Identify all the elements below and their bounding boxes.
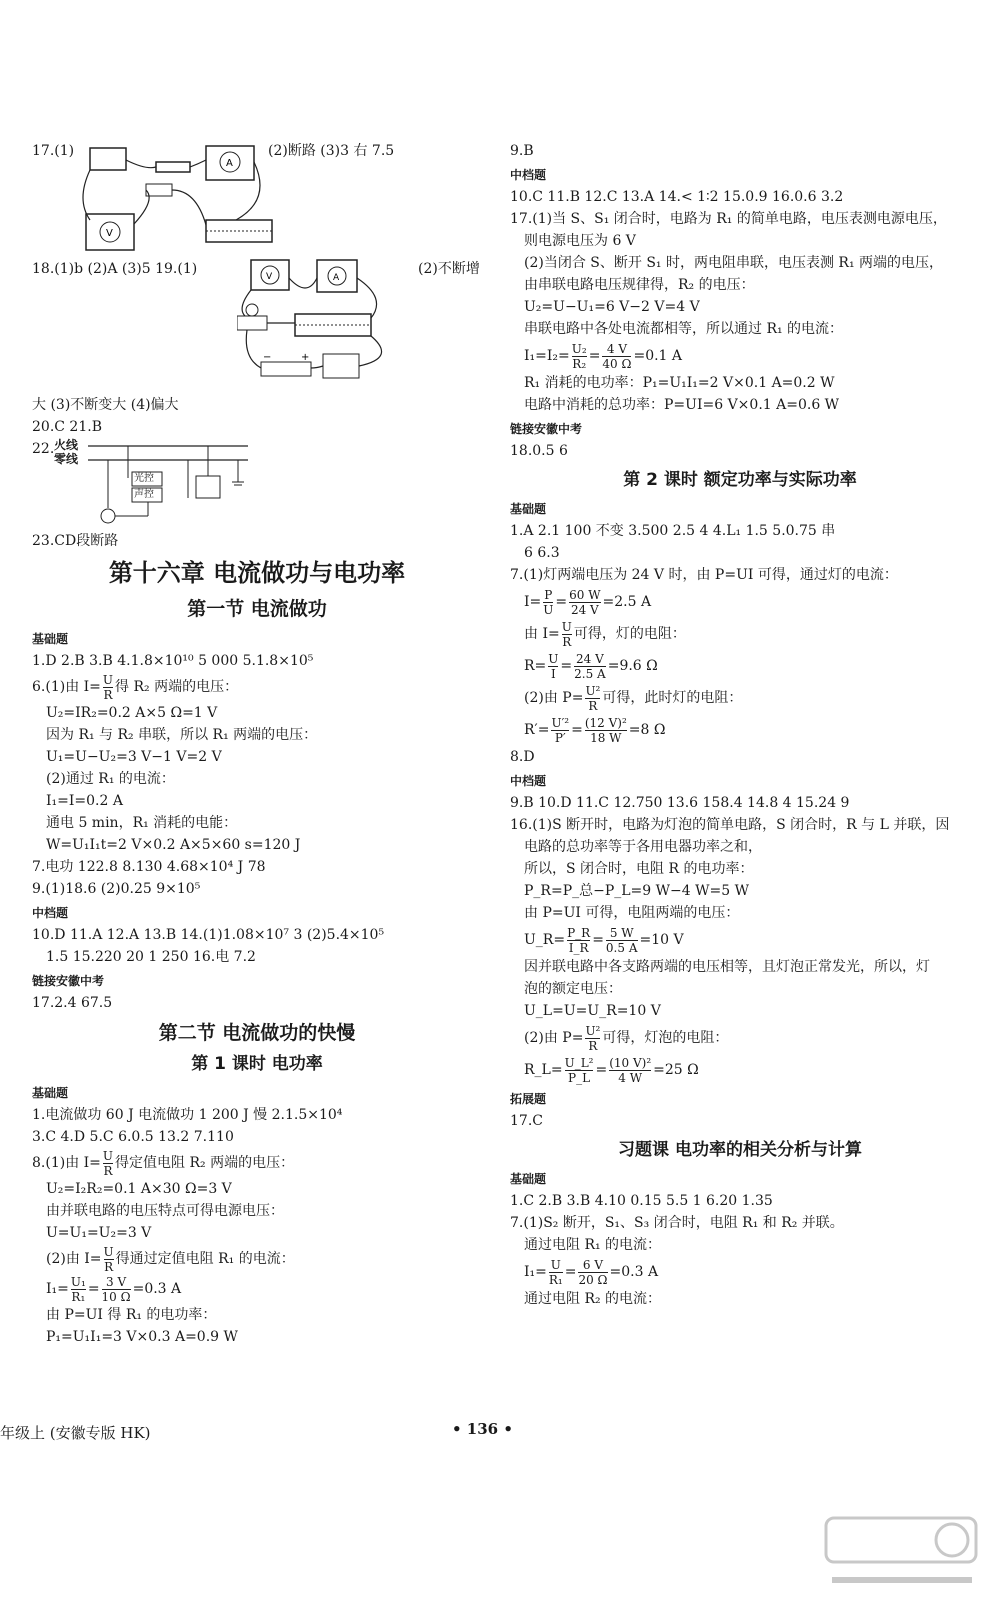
text: =0.3 A [609, 1264, 659, 1280]
fraction [565, 1056, 594, 1085]
text: = [595, 1062, 608, 1078]
answer-line: 因为 R₁ 与 R₂ 串联，所以 R₁ 两端的电压： [46, 727, 318, 743]
answer-line [510, 618, 970, 650]
answer-line [510, 682, 970, 714]
answer-line [32, 1274, 482, 1304]
answer-line [510, 586, 970, 618]
answer-line [32, 672, 482, 702]
left-column [32, 140, 482, 1348]
fraction [567, 926, 590, 955]
answer-line: 9.B [510, 143, 534, 159]
denominator: 18 W [585, 730, 627, 745]
answer-line: 10.D 11.A 12.A 13.B 14.(1)1.08×10⁷ 3 (2)5.4×10⁵ [32, 927, 385, 943]
denominator: I [548, 666, 558, 681]
answer-line: 9.(1)18.6 (2)0.25 9×10⁵ [32, 881, 201, 897]
svg-text:−: − [263, 352, 272, 363]
fraction [606, 926, 638, 955]
answer-line [510, 714, 970, 746]
text: = [564, 1264, 577, 1280]
heading-ext: 拓展题 [510, 1092, 547, 1106]
numerator: U′² [551, 715, 570, 730]
text: (2)由 I= [46, 1251, 102, 1267]
text: (2)由 P= [524, 690, 584, 706]
numerator: 60 W [569, 587, 601, 602]
fraction [585, 1024, 600, 1053]
answer-line [510, 924, 970, 956]
svg-text:V: V [106, 228, 113, 239]
right-column [510, 140, 970, 1310]
text: 可得，灯泡的电阻： [602, 1030, 729, 1046]
text: 得通过定值电阻 R₁ 的电流： [115, 1251, 295, 1267]
text: =10 V [639, 932, 684, 948]
answer-line [510, 340, 970, 372]
answer-line: 9.B 10.D 11.C 12.750 13.6 158.4 14.8 4 15.24 9 [510, 795, 850, 811]
heading-basic-1: 基础题 [32, 632, 69, 646]
text: =9.6 Ω [607, 658, 658, 674]
fraction [578, 1258, 607, 1287]
text: = [588, 348, 601, 364]
denominator: 24 V [570, 602, 599, 617]
answer-line: W=U₁I₁t=2 V×0.2 A×5×60 s=120 J [46, 837, 301, 853]
numerator: (12 V)² [584, 715, 627, 730]
fraction [104, 1245, 114, 1274]
numerator: U [561, 619, 572, 634]
text: = [555, 594, 568, 610]
answer-line: 10.C 11.B 12.C 13.A 14.< 1∶2 15.0.9 16.0.6 3.2 [510, 189, 844, 205]
denominator: R [104, 1259, 114, 1274]
lesson-title-2: 第 2 课时 额定功率与实际功率 [623, 470, 857, 490]
fraction [103, 673, 113, 702]
svg-text:V: V [266, 272, 273, 282]
text: U_R= [524, 932, 566, 948]
denominator: P′ [551, 730, 569, 745]
answer-line: 1.C 2.B 3.B 4.10 0.15 5.5 1 6.20 1.35 [510, 1193, 773, 1209]
answer-line: U₂=U−U₁=6 V−2 V=4 V [524, 299, 700, 315]
text: =25 Ω [653, 1062, 699, 1078]
numerator: 4 V [606, 341, 627, 356]
denominator: R₁ [548, 1272, 563, 1287]
heading-mid-r2: 中档题 [510, 774, 547, 788]
answer-line: U₂=IR₂=0.2 A×5 Ω=1 V [46, 705, 218, 721]
fraction [585, 684, 600, 713]
denominator: 0.5 A [605, 940, 638, 955]
answer-line [510, 1054, 970, 1086]
answer-line: 所以，S 闭合时，电阻 R 的电功率： [524, 861, 754, 877]
answer-line [32, 1244, 482, 1274]
answer-line: 17.(1)当 S、S₁ 闭合时，电路为 R₁ 的简单电路，电压表测电源电压， [510, 211, 947, 227]
answer-line: 电路的总功率等于各用电器功率之和， [524, 839, 762, 855]
q17-label: 17.(1) [32, 143, 75, 159]
text: 8.(1)由 I= [32, 1155, 101, 1171]
numerator: U₁ [70, 1274, 86, 1289]
text: 可得，此时灯的电阻： [602, 690, 743, 706]
light-control-label: 光控 [134, 473, 154, 484]
answer-line: U₁=U−U₂=3 V−1 V=2 V [46, 749, 222, 765]
fraction [103, 1149, 113, 1178]
answer-line: 18.0.5 6 [510, 443, 568, 459]
numerator: U₂ [571, 341, 587, 356]
answer-line: U=U₁=U₂=3 V [46, 1225, 152, 1241]
q19-answer: (2)不断增 [418, 261, 480, 277]
answer-line [510, 1022, 970, 1054]
fraction [569, 588, 600, 617]
numerator: U [102, 672, 114, 687]
answer-line: 3.C 4.D 5.C 6.0.5 13.2 7.110 [32, 1129, 234, 1145]
answer-line: I₁=I=0.2 A [46, 793, 123, 809]
answer-line: 因并联电路中各支路两端的电压相等，且灯泡正常发光，所以，灯 [524, 959, 930, 975]
section-title-1: 第一节 电流做功 [187, 598, 327, 620]
answer-line [510, 650, 970, 682]
denominator: 4 W [609, 1070, 651, 1085]
text: I₁= [46, 1281, 69, 1297]
svg-text:A: A [226, 158, 233, 169]
fraction [551, 716, 569, 745]
fraction [71, 1275, 86, 1304]
denominator: 20 Ω [578, 1272, 608, 1287]
numerator: U [548, 651, 559, 666]
numerator: (10 V)² [609, 1055, 652, 1070]
text: = [571, 722, 583, 738]
numerator: U_L² [564, 1055, 594, 1070]
denominator: R₂ [572, 356, 587, 371]
answer-line: U_L=U=U_R=10 V [524, 1003, 661, 1019]
fraction [574, 652, 606, 681]
numerator: U [102, 1148, 114, 1163]
page-number: • 136 • [452, 1420, 513, 1438]
denominator: 10 Ω [101, 1289, 131, 1304]
answer-line: R₁ 消耗的电功率：P₁=U₁I₁=2 V×0.1 A=0.2 W [524, 375, 835, 391]
answer-line: 7.(1)灯两端电压为 24 V 时，由 P=UI 可得，通过灯的电流： [510, 567, 898, 583]
fire-wire-label: 火线 [54, 438, 79, 452]
denominator: R [103, 687, 113, 702]
heading-mid-r1: 中档题 [510, 168, 547, 182]
text: 由 I= [524, 626, 560, 642]
heading-basic-2: 基础题 [32, 1086, 69, 1100]
answer-line: 由 P=UI 得 R₁ 的电功率： [46, 1307, 217, 1323]
answer-line: U₂=I₂R₂=0.1 A×30 Ω=3 V [46, 1181, 232, 1197]
numerator: U [550, 1257, 561, 1272]
fraction [585, 716, 627, 745]
text: 6.(1)由 I= [32, 679, 101, 695]
text: I= [524, 594, 542, 610]
circuit-figure-17 [76, 140, 276, 258]
answer-line: 1.电流做功 60 J 电流做功 1 200 J 慢 2.1.5×10⁴ [32, 1107, 343, 1123]
heading-basic-r1: 基础题 [510, 502, 547, 516]
answer-line: (2)通过 R₁ 的电流： [46, 771, 175, 787]
numerator: P_R [567, 925, 591, 940]
numerator: 6 V [582, 1257, 604, 1272]
footer-grade-label: 年级上 (安徽专版 HK) [0, 1424, 151, 1442]
answer-line: 8.D [510, 749, 535, 765]
text: = [87, 1281, 100, 1297]
lesson-title-1: 第 1 课时 电功率 [191, 1054, 323, 1074]
denominator: R [585, 698, 600, 713]
fraction [572, 342, 587, 371]
denominator: U [543, 602, 554, 617]
answer-line: 7.(1)S₂ 断开，S₁、S₃ 闭合时，电阻 R₁ 和 R₂ 并联。 [510, 1215, 844, 1231]
answer-line: P₁=U₁I₁=3 V×0.3 A=0.9 W [46, 1329, 238, 1345]
heading-mid-1: 中档题 [32, 906, 69, 920]
denominator: R [103, 1163, 113, 1178]
answer-line: 16.(1)S 断开时，电路为灯泡的简单电路，S 闭合时，R 与 L 并联，因 [510, 817, 950, 833]
q20-21: 20.C 21.B [32, 419, 102, 435]
fraction [562, 620, 572, 649]
text: (2)由 P= [524, 1030, 584, 1046]
answer-line: 17.C [510, 1113, 543, 1129]
answer-line [32, 1148, 482, 1178]
wiring-diagram-22 [88, 438, 288, 530]
answer-line [510, 1256, 970, 1288]
answer-line: P_R=P_总−P_L=9 W−4 W=5 W [524, 883, 749, 899]
text: R′= [524, 722, 550, 738]
answer-line: 由串联电路电压规律得，R₂ 的电压： [524, 277, 755, 293]
text: 可得，灯的电阻： [573, 626, 686, 642]
fraction [549, 1258, 563, 1287]
numerator: U² [585, 683, 601, 698]
circuit-figure-19 [237, 258, 407, 392]
answer-line: 1.5 15.220 20 1 250 16.电 7.2 [46, 949, 256, 965]
svg-text:+: + [301, 352, 310, 363]
answer-line: 电路中消耗的总功率：P=UI=6 V×0.1 A=0.6 W [524, 397, 840, 413]
answer-line: 由并联电路的电压特点可得电源电压： [46, 1203, 284, 1219]
text: R_L= [524, 1062, 563, 1078]
text: = [560, 658, 573, 674]
heading-link-r1: 链接安徽中考 [510, 422, 583, 436]
q18-label: 18.(1)b (2)A (3)5 19.(1) [32, 261, 198, 277]
q17-answer: (2)断路 (3)3 右 7.5 [268, 143, 395, 159]
lesson-title-3: 习题课 电功率的相关分析与计算 [618, 1140, 862, 1160]
fraction [548, 652, 558, 681]
q18-block [32, 258, 482, 394]
denominator: R₁ [71, 1289, 86, 1304]
answer-line: 6 6.3 [524, 545, 560, 561]
denominator: I_R [568, 940, 589, 955]
text: = [592, 932, 604, 948]
answer-line: 7.电功 122.8 8.130 4.68×10⁴ J 78 [32, 859, 266, 875]
denominator: 40 Ω [602, 356, 632, 371]
denominator: P_L [565, 1070, 594, 1085]
fraction [543, 588, 553, 617]
text: =0.3 A [132, 1281, 182, 1297]
text: =0.1 A [633, 348, 683, 364]
answer-line: 1.D 2.B 3.B 4.1.8×10¹⁰ 5 000 5.1.8×10⁵ [32, 653, 314, 669]
numerator: 3 V [106, 1274, 127, 1289]
fraction [102, 1275, 131, 1304]
section-title-2: 第二节 电流做功的快慢 [158, 1022, 356, 1044]
heading-basic-r3: 基础题 [510, 1172, 547, 1186]
answer-line: 串联电路中各处电流都相等，所以通过 R₁ 的电流： [524, 321, 844, 337]
answer-line: 则电源电压为 6 V [524, 233, 636, 249]
answer-line: (2)当闭合 S、断开 S₁ 时，两电阻串联，电压表测 R₁ 两端的电压， [524, 255, 944, 271]
text: I₁= [524, 1264, 547, 1280]
sound-control-label: 声控 [134, 489, 154, 500]
answer-line: 通过电阻 R₁ 的电流： [524, 1237, 662, 1253]
numerator: U² [585, 1023, 601, 1038]
q19-continued: 大 (3)不断变大 (4)偏大 [32, 397, 179, 413]
text: =8 Ω [628, 722, 666, 738]
numerator: U [103, 1244, 114, 1259]
numerator: 5 W [609, 925, 634, 940]
q22-block [32, 438, 482, 530]
svg-text:A: A [333, 273, 340, 283]
text: =2.5 A [602, 594, 652, 610]
text: 得 R₂ 两端的电压： [115, 679, 239, 695]
watermark-logo [822, 1514, 982, 1594]
q23: 23.CD段断路 [32, 533, 119, 549]
denominator: 2.5 A [574, 666, 606, 681]
answer-line: 通电 5 min，R₁ 消耗的电能： [46, 815, 238, 831]
answer-line: 17.2.4 67.5 [32, 995, 113, 1011]
text: I₁=I₂= [524, 348, 570, 364]
numerator: 24 V [576, 651, 604, 666]
q17-block [32, 140, 482, 258]
numerator: P [544, 587, 553, 602]
zero-wire-label: 零线 [54, 452, 79, 466]
chapter-title: 第十六章 电流做功与电功率 [108, 559, 406, 587]
q22-label: 22. [32, 441, 55, 457]
denominator: R [585, 1038, 600, 1053]
denominator: R [562, 634, 572, 649]
answer-line: 1.A 2.1 100 不变 3.500 2.5 4 4.L₁ 1.5 5.0.75 串 [510, 523, 836, 539]
answer-line: 泡的额定电压： [524, 981, 622, 997]
fraction [602, 342, 631, 371]
answer-line: 由 P=UI 可得，电阻两端的电压： [524, 905, 740, 921]
text: R= [524, 658, 547, 674]
heading-link-1: 链接安徽中考 [32, 974, 105, 988]
text: 得定值电阻 R₂ 两端的电压： [115, 1155, 295, 1171]
fraction [609, 1056, 651, 1085]
answer-line: 通过电阻 R₂ 的电流： [524, 1291, 662, 1307]
